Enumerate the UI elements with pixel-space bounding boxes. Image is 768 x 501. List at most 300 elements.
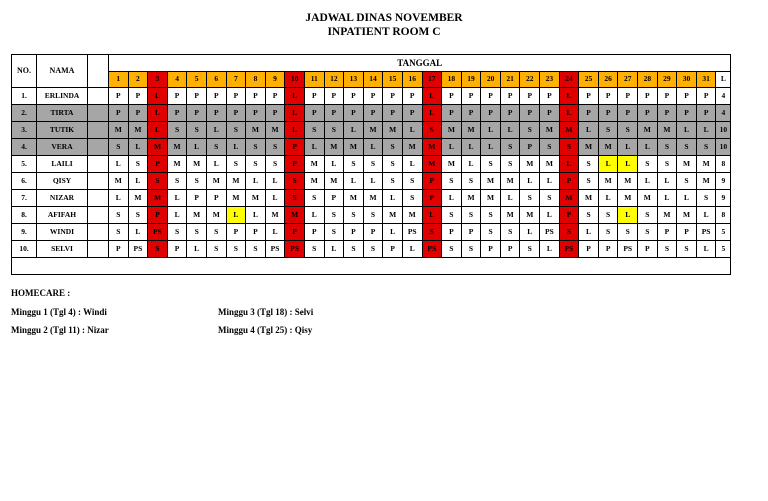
shift-cell: M — [618, 173, 638, 190]
row-number: 1. — [12, 88, 37, 105]
shift-cell: M — [187, 156, 207, 173]
shift-cell: S — [442, 173, 462, 190]
shift-cell: L — [226, 139, 246, 156]
shift-cell: L — [422, 88, 442, 105]
shift-cell: M — [520, 156, 540, 173]
table-row — [12, 139, 731, 156]
shift-cell: L — [638, 173, 658, 190]
shift-cell: S — [246, 139, 266, 156]
row-number: 4. — [12, 139, 37, 156]
shift-cell: PS — [422, 241, 442, 258]
shift-cell: S — [657, 139, 677, 156]
shift-cell: S — [461, 173, 481, 190]
shift-cell: PS — [148, 224, 168, 241]
shift-cell: P — [285, 224, 305, 241]
shift-cell: L — [148, 88, 168, 105]
day-header: 15 — [383, 71, 403, 88]
day-header: 6 — [206, 71, 226, 88]
shift-cell: L — [657, 190, 677, 207]
shift-cell: S — [363, 207, 383, 224]
shift-cell: P — [461, 88, 481, 105]
shift-cell: L — [383, 224, 403, 241]
shift-cell: S — [246, 156, 266, 173]
shift-cell: S — [226, 241, 246, 258]
shift-cell: M — [598, 139, 618, 156]
row-total: 10 — [716, 139, 731, 156]
shift-cell: S — [618, 224, 638, 241]
shift-cell: S — [520, 190, 540, 207]
shift-cell: P — [246, 224, 266, 241]
shift-cell: P — [265, 105, 285, 122]
shift-cell: L — [304, 207, 324, 224]
shift-cell: S — [383, 156, 403, 173]
shift-cell: P — [128, 105, 148, 122]
shift-cell: P — [481, 88, 501, 105]
shift-cell: S — [344, 156, 364, 173]
shift-cell: S — [618, 122, 638, 139]
shift-cell: S — [520, 241, 540, 258]
shift-cell: P — [500, 241, 520, 258]
shift-cell: P — [206, 190, 226, 207]
row-name: VERA — [37, 139, 88, 156]
shift-cell: S — [442, 207, 462, 224]
shift-cell: P — [677, 88, 697, 105]
shift-cell: M — [265, 207, 285, 224]
shift-cell: L — [677, 190, 697, 207]
shift-cell: P — [187, 88, 207, 105]
shift-cell: P — [109, 241, 129, 258]
shift-cell: P — [167, 241, 187, 258]
shift-cell: P — [383, 88, 403, 105]
shift-cell: S — [481, 156, 501, 173]
table-row — [12, 190, 731, 207]
shift-cell: P — [598, 241, 618, 258]
shift-cell: L — [383, 190, 403, 207]
shift-cell: P — [363, 224, 383, 241]
row-number: 3. — [12, 122, 37, 139]
shift-cell: P — [324, 190, 344, 207]
shift-cell: L — [109, 156, 129, 173]
header-nama: NAMA — [37, 55, 88, 88]
shift-cell: M — [167, 156, 187, 173]
shift-cell: L — [246, 207, 266, 224]
shift-cell: L — [696, 241, 716, 258]
shift-cell: L — [500, 190, 520, 207]
row-number: 6. — [12, 173, 37, 190]
row-spacer — [88, 241, 109, 258]
day-header: 12 — [324, 71, 344, 88]
shift-cell: S — [148, 241, 168, 258]
shift-cell: PS — [402, 224, 422, 241]
shift-cell: P — [344, 105, 364, 122]
shift-cell: M — [520, 207, 540, 224]
shift-cell: L — [696, 207, 716, 224]
shift-cell: S — [598, 207, 618, 224]
shift-cell: M — [109, 173, 129, 190]
shift-cell: M — [363, 190, 383, 207]
shift-cell: S — [187, 122, 207, 139]
shift-cell: L — [442, 139, 462, 156]
shift-cell: S — [638, 224, 658, 241]
shift-cell: P — [402, 105, 422, 122]
day-header: 14 — [363, 71, 383, 88]
shift-cell: P — [500, 88, 520, 105]
shift-cell: S — [481, 224, 501, 241]
shift-cell: S — [579, 207, 599, 224]
shift-cell: M — [304, 156, 324, 173]
day-header: 24 — [559, 71, 579, 88]
homecare-item-3: Minggu 3 (Tgl 18) : Selvi — [218, 307, 314, 317]
shift-cell: S — [128, 156, 148, 173]
shift-cell: S — [265, 139, 285, 156]
day-header: 13 — [344, 71, 364, 88]
shift-cell: L — [148, 122, 168, 139]
shift-cell: P — [598, 105, 618, 122]
header-row-top — [12, 55, 731, 72]
shift-cell: M — [344, 190, 364, 207]
shift-cell: S — [402, 173, 422, 190]
shift-cell: L — [618, 139, 638, 156]
shift-cell: L — [265, 173, 285, 190]
shift-cell: L — [618, 156, 638, 173]
shift-cell: P — [344, 88, 364, 105]
shift-cell: M — [461, 122, 481, 139]
shift-cell: L — [657, 173, 677, 190]
shift-cell: PS — [559, 241, 579, 258]
day-header: 5 — [187, 71, 207, 88]
shift-cell: S — [598, 224, 618, 241]
shift-cell: L — [520, 173, 540, 190]
shift-cell: P — [383, 241, 403, 258]
shift-cell: S — [657, 241, 677, 258]
day-header: 4 — [167, 71, 187, 88]
shift-cell: L — [422, 105, 442, 122]
shift-cell: S — [363, 156, 383, 173]
row-spacer — [88, 122, 109, 139]
shift-cell: L — [187, 139, 207, 156]
shift-cell: M — [500, 173, 520, 190]
shift-cell: P — [206, 88, 226, 105]
shift-cell: S — [285, 190, 305, 207]
shift-cell: M — [383, 122, 403, 139]
shift-cell: L — [402, 241, 422, 258]
shift-cell: P — [285, 139, 305, 156]
shift-cell: S — [324, 122, 344, 139]
shift-cell: P — [677, 224, 697, 241]
shift-cell: L — [540, 241, 560, 258]
shift-cell: M — [677, 156, 697, 173]
day-header: 23 — [540, 71, 560, 88]
shift-cell: P — [422, 173, 442, 190]
shift-cell: M — [128, 122, 148, 139]
day-header: 1 — [109, 71, 129, 88]
shift-cell: L — [481, 139, 501, 156]
shift-cell: P — [442, 88, 462, 105]
shift-cell: P — [579, 241, 599, 258]
shift-cell: P — [344, 224, 364, 241]
shift-cell: M — [402, 139, 422, 156]
shift-cell: P — [285, 156, 305, 173]
shift-cell: P — [520, 105, 540, 122]
shift-cell: P — [657, 88, 677, 105]
day-header: 30 — [677, 71, 697, 88]
shift-cell: M — [500, 207, 520, 224]
shift-cell: S — [422, 122, 442, 139]
shift-cell: M — [598, 173, 618, 190]
day-header: 7 — [226, 71, 246, 88]
row-spacer — [88, 88, 109, 105]
shift-cell: S — [461, 241, 481, 258]
shift-cell: P — [638, 88, 658, 105]
shift-cell: M — [148, 190, 168, 207]
shift-cell: P — [461, 224, 481, 241]
day-header: L — [716, 71, 731, 88]
shift-cell: S — [109, 139, 129, 156]
shift-cell: P — [402, 88, 422, 105]
shift-cell: P — [304, 224, 324, 241]
shift-cell: L — [696, 122, 716, 139]
shift-cell: S — [344, 207, 364, 224]
shift-cell: L — [579, 122, 599, 139]
shift-cell: M — [148, 139, 168, 156]
row-spacer — [88, 190, 109, 207]
day-header: 25 — [579, 71, 599, 88]
shift-cell: P — [226, 88, 246, 105]
shift-cell: L — [246, 173, 266, 190]
day-header: 10 — [285, 71, 305, 88]
shift-cell: L — [559, 88, 579, 105]
shift-cell: M — [657, 207, 677, 224]
shift-cell: S — [324, 207, 344, 224]
table-row — [12, 173, 731, 190]
shift-cell: S — [206, 139, 226, 156]
row-name: WINDI — [37, 224, 88, 241]
shift-cell: P — [109, 105, 129, 122]
row-total: 9 — [716, 190, 731, 207]
shift-cell: L — [540, 207, 560, 224]
shift-cell: S — [324, 224, 344, 241]
shift-cell: M — [167, 139, 187, 156]
header-spacer-2 — [88, 71, 109, 88]
shift-cell: S — [148, 173, 168, 190]
header-spacer — [88, 55, 109, 72]
shift-cell: M — [442, 122, 462, 139]
shift-cell: PS — [128, 241, 148, 258]
shift-cell: L — [206, 122, 226, 139]
page-subtitle: INPATIENT ROOM C — [327, 26, 441, 38]
row-spacer — [88, 105, 109, 122]
shift-cell: S — [677, 173, 697, 190]
day-header: 2 — [128, 71, 148, 88]
shift-cell: S — [696, 139, 716, 156]
empty-row — [12, 258, 731, 275]
shift-cell: S — [206, 241, 226, 258]
shift-cell: P — [677, 105, 697, 122]
table-row — [12, 105, 731, 122]
shift-cell: S — [638, 156, 658, 173]
shift-cell: M — [618, 190, 638, 207]
day-header: 31 — [696, 71, 716, 88]
shift-cell: M — [540, 122, 560, 139]
table-row — [12, 88, 731, 105]
shift-cell: P — [638, 241, 658, 258]
shift-cell: M — [324, 139, 344, 156]
shift-cell: L — [285, 88, 305, 105]
shift-cell: M — [559, 190, 579, 207]
shift-cell: M — [677, 207, 697, 224]
shift-cell: S — [187, 173, 207, 190]
shift-cell: S — [481, 207, 501, 224]
shift-cell: PS — [540, 224, 560, 241]
shift-cell: M — [638, 122, 658, 139]
shift-cell: L — [226, 207, 246, 224]
shift-cell: L — [363, 139, 383, 156]
row-number: 5. — [12, 156, 37, 173]
shift-cell: L — [265, 224, 285, 241]
shift-cell: S — [304, 122, 324, 139]
shift-cell: P — [363, 88, 383, 105]
shift-cell: L — [285, 122, 305, 139]
table-row — [12, 224, 731, 241]
shift-cell: P — [481, 241, 501, 258]
row-name: NIZAR — [37, 190, 88, 207]
shift-cell: L — [128, 139, 148, 156]
shift-cell: M — [461, 190, 481, 207]
shift-cell: P — [696, 88, 716, 105]
shift-cell: P — [461, 105, 481, 122]
row-total: 4 — [716, 88, 731, 105]
shift-cell: L — [148, 105, 168, 122]
shift-cell: M — [383, 207, 403, 224]
shift-cell: M — [187, 207, 207, 224]
shift-cell: L — [344, 122, 364, 139]
shift-cell: S — [128, 207, 148, 224]
table-row — [12, 207, 731, 224]
shift-cell: L — [618, 207, 638, 224]
shift-cell: S — [167, 224, 187, 241]
row-name: QISY — [37, 173, 88, 190]
table-row — [12, 241, 731, 258]
shift-cell: PS — [285, 241, 305, 258]
shift-cell: S — [226, 156, 246, 173]
shift-cell: P — [304, 88, 324, 105]
row-total: 5 — [716, 241, 731, 258]
shift-cell: S — [579, 156, 599, 173]
row-spacer — [88, 173, 109, 190]
shift-cell: S — [285, 173, 305, 190]
shift-cell: P — [696, 105, 716, 122]
homecare-item-4: Minggu 4 (Tgl 25) : Qisy — [218, 325, 313, 335]
shift-cell: P — [187, 190, 207, 207]
row-number: 10. — [12, 241, 37, 258]
shift-cell: L — [559, 105, 579, 122]
shift-cell: P — [128, 88, 148, 105]
shift-cell: S — [500, 224, 520, 241]
shift-cell: P — [579, 105, 599, 122]
row-total: 5 — [716, 224, 731, 241]
shift-cell: M — [226, 173, 246, 190]
shift-cell: L — [109, 190, 129, 207]
shift-cell: S — [500, 139, 520, 156]
shift-cell: S — [696, 190, 716, 207]
shift-cell: P — [657, 105, 677, 122]
homecare-item-1: Minggu 1 (Tgl 4) : Windi — [11, 307, 107, 317]
shift-cell: S — [109, 224, 129, 241]
shift-cell: M — [285, 207, 305, 224]
shift-cell: P — [206, 105, 226, 122]
row-number: 8. — [12, 207, 37, 224]
shift-cell: P — [167, 105, 187, 122]
shift-cell: L — [520, 224, 540, 241]
shift-cell: L — [206, 156, 226, 173]
header-days-row — [12, 71, 731, 88]
shift-cell: M — [226, 190, 246, 207]
shift-cell: S — [304, 190, 324, 207]
shift-cell: L — [481, 122, 501, 139]
shift-cell: L — [598, 156, 618, 173]
day-header: 3 — [148, 71, 168, 88]
shift-cell: P — [246, 88, 266, 105]
shift-cell: S — [422, 224, 442, 241]
shift-cell: P — [618, 88, 638, 105]
shift-cell: L — [598, 190, 618, 207]
shift-cell: P — [598, 88, 618, 105]
row-name: TUTIK — [37, 122, 88, 139]
shift-cell: S — [167, 173, 187, 190]
day-header: 21 — [500, 71, 520, 88]
shift-cell: S — [402, 190, 422, 207]
shift-cell: L — [461, 156, 481, 173]
day-header: 28 — [638, 71, 658, 88]
shift-cell: P — [618, 105, 638, 122]
row-name: SELVI — [37, 241, 88, 258]
day-header: 19 — [461, 71, 481, 88]
shift-cell: M — [246, 122, 266, 139]
shift-cell: P — [579, 88, 599, 105]
shift-cell: S — [109, 207, 129, 224]
shift-cell: L — [500, 122, 520, 139]
row-number: 9. — [12, 224, 37, 241]
shift-cell: M — [246, 190, 266, 207]
row-name: AFIFAH — [37, 207, 88, 224]
empty-cell — [12, 258, 731, 275]
shift-cell: L — [344, 173, 364, 190]
shift-cell: M — [265, 122, 285, 139]
shift-cell: P — [481, 105, 501, 122]
shift-cell: L — [167, 207, 187, 224]
day-header: 9 — [265, 71, 285, 88]
day-header: 22 — [520, 71, 540, 88]
shift-cell: P — [109, 88, 129, 105]
day-header: 11 — [304, 71, 324, 88]
shift-cell: P — [246, 105, 266, 122]
shift-cell: S — [383, 173, 403, 190]
table-row — [12, 122, 731, 139]
shift-cell: M — [442, 156, 462, 173]
shift-cell: L — [402, 122, 422, 139]
shift-cell: M — [206, 173, 226, 190]
row-total: 8 — [716, 207, 731, 224]
row-number: 2. — [12, 105, 37, 122]
shift-cell: M — [363, 122, 383, 139]
shift-cell: P — [265, 88, 285, 105]
shift-cell: M — [696, 156, 716, 173]
header-tanggal: TANGGAL — [109, 55, 731, 72]
shift-cell: L — [324, 156, 344, 173]
shift-cell: P — [559, 207, 579, 224]
shift-cell: P — [226, 105, 246, 122]
shift-cell: M — [579, 190, 599, 207]
